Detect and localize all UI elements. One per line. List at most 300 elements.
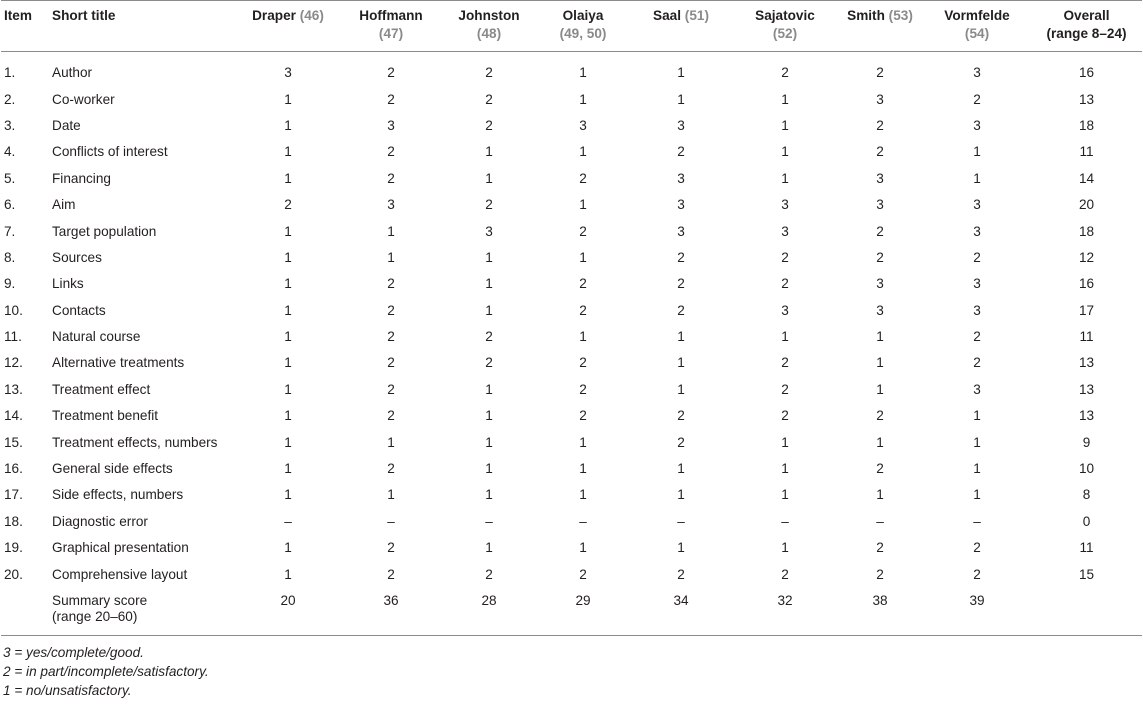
table-row <box>1 245 1142 271</box>
item-number-cell: 20. <box>4 566 23 582</box>
table-row <box>1 166 1142 192</box>
header-olaiya-ref-a[interactable]: 49 <box>564 26 580 41</box>
vormfelde-score-cell: 3 <box>973 117 981 133</box>
header-draper <box>235 1 341 52</box>
table-row <box>1 429 1142 455</box>
johnston-score-cell: 1 <box>485 408 493 424</box>
header-smith-ref[interactable]: 53 <box>893 8 909 23</box>
header-smith <box>837 1 923 52</box>
table-row <box>1 324 1142 350</box>
table-row <box>1 218 1142 244</box>
overall-score-cell: 13 <box>1078 355 1095 371</box>
vormfelde-score-cell: – <box>973 513 981 529</box>
johnston-score-cell: 1 <box>485 170 493 186</box>
saal-score-cell: 2 <box>677 434 685 450</box>
short-title-cell: Treatment benefit <box>52 408 159 424</box>
summary-smith: 38 <box>837 588 923 636</box>
smith-score-cell: 2 <box>876 540 884 556</box>
vormfelde-score-cell: 1 <box>973 434 981 450</box>
smith-score-cell: 1 <box>876 329 884 345</box>
saal-score-cell: 2 <box>677 144 685 160</box>
table-row <box>1 298 1142 324</box>
overall-score-cell: 18 <box>1078 117 1095 133</box>
olaiya-score-cell: 1 <box>579 91 587 107</box>
summary-hoffmann: 36 <box>341 588 441 636</box>
hoffmann-score-cell: 2 <box>387 355 395 371</box>
summary-row <box>1 588 1142 636</box>
saal-score-cell: 3 <box>677 223 685 239</box>
table-row <box>1 192 1142 218</box>
summary-johnston: 28 <box>441 588 537 636</box>
table-row <box>1 535 1142 561</box>
smith-score-cell: 2 <box>876 223 884 239</box>
olaiya-score-cell: 1 <box>579 65 587 81</box>
overall-score-cell: 9 <box>1082 434 1091 450</box>
overall-score-cell: 11 <box>1079 540 1094 556</box>
overall-score-cell: 16 <box>1078 65 1095 81</box>
saal-score-cell: 3 <box>677 117 685 133</box>
smith-score-cell: 3 <box>876 91 884 107</box>
hoffmann-score-cell: 2 <box>387 302 395 318</box>
summary-vormfelde: 39 <box>923 588 1031 636</box>
summary-overall <box>1031 588 1142 636</box>
sajatovic-score-cell: 1 <box>781 117 789 133</box>
header-sajatovic-ref[interactable]: 52 <box>777 26 793 41</box>
olaiya-score-cell: 1 <box>579 487 587 503</box>
smith-score-cell: 3 <box>876 197 884 213</box>
header-overall-line2: (range 8–24) <box>1046 26 1127 41</box>
table-row <box>1 271 1142 297</box>
header-sajatovic <box>733 1 837 52</box>
item-number-cell: 18. <box>4 513 23 529</box>
overall-score-cell: 13 <box>1078 408 1095 424</box>
johnston-score-cell: 1 <box>485 434 493 450</box>
overall-score-cell: 10 <box>1078 461 1095 477</box>
summary-title-line1: Summary score <box>52 592 148 608</box>
header-row <box>1 1 1142 52</box>
header-johnston-ref-open: ( <box>476 26 482 41</box>
draper-score-cell: 1 <box>284 381 292 397</box>
short-title-cell: Diagnostic error <box>52 513 148 529</box>
saal-score-cell: 3 <box>677 170 685 186</box>
short-title-cell: Co-worker <box>52 91 115 107</box>
header-short-title: Short title <box>49 1 235 52</box>
olaiya-score-cell: 2 <box>579 302 587 318</box>
sajatovic-score-cell: 1 <box>781 540 789 556</box>
header-saal-ref[interactable]: 51 <box>689 8 705 23</box>
header-overall-line1: Overall <box>1063 8 1110 23</box>
header-overall <box>1031 1 1142 52</box>
header-smith-name: Smith <box>847 8 885 23</box>
saal-score-cell: 2 <box>677 566 685 582</box>
hoffmann-score-cell: 1 <box>387 487 395 503</box>
header-draper-ref-close: ) <box>319 8 324 23</box>
summary-item-cell <box>1 588 49 636</box>
short-title-cell: Comprehensive layout <box>52 566 188 582</box>
item-number-cell: 5. <box>4 170 16 186</box>
item-number-cell: 12. <box>4 355 23 371</box>
smith-score-cell: – <box>876 513 884 529</box>
overall-score-cell: 17 <box>1078 302 1095 318</box>
header-hoffmann-ref[interactable]: 47 <box>383 26 399 41</box>
table-row <box>1 509 1142 535</box>
hoffmann-score-cell: 2 <box>387 144 395 160</box>
short-title-cell: Sources <box>52 249 102 265</box>
header-saal <box>629 1 733 52</box>
header-vormfelde-name: Vormfelde <box>944 8 1010 23</box>
short-title-cell: Financing <box>52 170 111 186</box>
hoffmann-score-cell: 2 <box>387 276 395 292</box>
vormfelde-score-cell: 1 <box>973 408 981 424</box>
short-title-cell: Aim <box>52 197 76 213</box>
header-johnston-ref[interactable]: 48 <box>481 26 497 41</box>
sajatovic-score-cell: 3 <box>781 197 789 213</box>
summary-saal: 34 <box>629 588 733 636</box>
olaiya-score-cell: 2 <box>579 276 587 292</box>
sajatovic-score-cell: 3 <box>781 302 789 318</box>
hoffmann-score-cell: 2 <box>387 461 395 477</box>
saal-score-cell: 1 <box>677 487 685 503</box>
saal-score-cell: 2 <box>677 408 685 424</box>
smith-score-cell: 3 <box>876 170 884 186</box>
vormfelde-score-cell: 2 <box>973 91 981 107</box>
vormfelde-score-cell: 2 <box>973 540 981 556</box>
table-row <box>1 113 1142 139</box>
item-number-cell: 11. <box>4 329 22 345</box>
sajatovic-score-cell: 1 <box>781 144 789 160</box>
olaiya-score-cell: 1 <box>579 249 587 265</box>
vormfelde-score-cell: 3 <box>973 197 981 213</box>
olaiya-score-cell: 1 <box>579 329 587 345</box>
item-number-cell: 13. <box>4 381 23 397</box>
olaiya-score-cell: 2 <box>579 408 587 424</box>
summary-title-line2: (range 20–60) <box>52 608 138 624</box>
johnston-score-cell: 2 <box>485 566 493 582</box>
johnston-score-cell: 2 <box>485 117 493 133</box>
sajatovic-score-cell: 1 <box>781 170 789 186</box>
short-title-cell: Graphical presentation <box>52 540 189 556</box>
hoffmann-score-cell: 2 <box>387 91 395 107</box>
olaiya-score-cell: 1 <box>579 434 587 450</box>
item-number-cell: 1. <box>4 65 16 81</box>
hoffmann-score-cell: 2 <box>387 65 395 81</box>
sajatovic-score-cell: 3 <box>781 223 789 239</box>
table-body <box>1 52 1142 636</box>
smith-score-cell: 3 <box>876 302 884 318</box>
item-number-cell: 14. <box>4 408 23 424</box>
olaiya-score-cell: 2 <box>579 566 587 582</box>
short-title-cell: Treatment effects, numbers <box>52 434 218 450</box>
summary-olaiya: 29 <box>537 588 629 636</box>
hoffmann-score-cell: 2 <box>387 540 395 556</box>
smith-score-cell: 2 <box>876 117 884 133</box>
johnston-score-cell: 2 <box>485 91 493 107</box>
table-footnotes <box>3 643 1143 700</box>
saal-score-cell: – <box>677 513 685 529</box>
vormfelde-score-cell: 2 <box>973 249 981 265</box>
header-smith-ref-open: ( <box>884 8 894 23</box>
draper-score-cell: 1 <box>284 144 292 160</box>
footnote-3: 3 = yes/complete/good. <box>3 644 144 660</box>
johnston-score-cell: 2 <box>485 329 493 345</box>
sajatovic-score-cell: 1 <box>781 329 789 345</box>
header-draper-ref[interactable]: 46 <box>304 8 320 23</box>
header-hoffmann-ref-close: ) <box>398 26 404 41</box>
sajatovic-score-cell: 1 <box>781 487 789 503</box>
item-number-cell: 6. <box>4 197 16 213</box>
short-title-cell: Conflicts of interest <box>52 144 168 160</box>
draper-score-cell: 1 <box>284 329 292 345</box>
vormfelde-score-cell: 1 <box>973 170 981 186</box>
johnston-score-cell: 1 <box>485 249 493 265</box>
smith-score-cell: 2 <box>876 144 884 160</box>
table-row <box>1 456 1142 482</box>
draper-score-cell: 1 <box>284 355 292 371</box>
hoffmann-score-cell: 2 <box>387 170 395 186</box>
sajatovic-score-cell: 2 <box>781 566 789 582</box>
johnston-score-cell: 2 <box>485 197 493 213</box>
olaiya-score-cell: 3 <box>579 117 587 133</box>
vormfelde-score-cell: 1 <box>973 487 981 503</box>
overall-score-cell: 11 <box>1079 329 1094 345</box>
hoffmann-score-cell: 2 <box>387 566 395 582</box>
draper-score-cell: 1 <box>284 276 292 292</box>
header-saal-ref-open: ( <box>681 8 690 23</box>
olaiya-score-cell: 2 <box>579 170 587 186</box>
hoffmann-score-cell: 3 <box>387 117 395 133</box>
table-row <box>1 52 1142 87</box>
draper-score-cell: 1 <box>284 249 292 265</box>
saal-score-cell: 2 <box>677 276 685 292</box>
short-title-cell: Treatment effect <box>52 381 151 397</box>
short-title-cell: General side effects <box>52 461 173 477</box>
saal-score-cell: 1 <box>677 91 685 107</box>
header-vormfelde-ref[interactable]: 54 <box>969 26 985 41</box>
short-title-cell: Contacts <box>52 302 106 318</box>
saal-score-cell: 1 <box>677 355 685 371</box>
draper-score-cell: 2 <box>284 197 292 213</box>
sajatovic-score-cell: 1 <box>781 461 789 477</box>
olaiya-score-cell: 2 <box>579 381 587 397</box>
table-row <box>1 561 1142 587</box>
table-header <box>1 1 1142 52</box>
item-number-cell: 15. <box>4 434 23 450</box>
header-vormfelde-ref-open: ( <box>964 26 970 41</box>
johnston-score-cell: 1 <box>485 276 493 292</box>
header-saal-ref-close: ) <box>704 8 709 23</box>
overall-score-cell: 16 <box>1078 276 1095 292</box>
header-vormfelde <box>923 1 1031 52</box>
short-title-cell: Author <box>52 65 93 81</box>
smith-score-cell: 1 <box>876 381 884 397</box>
vormfelde-score-cell: 3 <box>973 65 981 81</box>
johnston-score-cell: 1 <box>485 487 493 503</box>
header-johnston-ref-close: ) <box>496 26 502 41</box>
johnston-score-cell: 2 <box>485 65 493 81</box>
overall-score-cell: 11 <box>1079 144 1094 160</box>
sajatovic-score-cell: 2 <box>781 408 789 424</box>
hoffmann-score-cell: 2 <box>387 408 395 424</box>
table-row <box>1 377 1142 403</box>
hoffmann-score-cell: 2 <box>387 381 395 397</box>
saal-score-cell: 3 <box>677 197 685 213</box>
header-johnston <box>441 1 537 52</box>
smith-score-cell: 2 <box>876 461 884 477</box>
item-number-cell: 3. <box>4 117 16 133</box>
summary-sajatovic: 32 <box>733 588 837 636</box>
header-olaiya-ref-b[interactable]: 50 <box>586 26 602 41</box>
overall-score-cell: 13 <box>1078 381 1095 397</box>
overall-score-cell: 12 <box>1078 249 1095 265</box>
olaiya-score-cell: 1 <box>579 461 587 477</box>
header-olaiya-name: Olaiya <box>562 8 604 23</box>
draper-score-cell: 1 <box>284 223 292 239</box>
header-hoffmann <box>341 1 441 52</box>
hoffmann-score-cell: – <box>387 513 395 529</box>
draper-score-cell: 1 <box>284 117 292 133</box>
item-number-cell: 16. <box>4 461 23 477</box>
short-title-cell: Alternative treatments <box>52 355 185 371</box>
olaiya-score-cell: 1 <box>579 144 587 160</box>
draper-score-cell: 1 <box>284 170 292 186</box>
johnston-score-cell: 1 <box>485 144 493 160</box>
sajatovic-score-cell: 2 <box>781 249 789 265</box>
saal-score-cell: 1 <box>677 65 685 81</box>
draper-score-cell: 1 <box>284 91 292 107</box>
johnston-score-cell: 2 <box>485 355 493 371</box>
table-row <box>1 403 1142 429</box>
sajatovic-score-cell: – <box>781 513 789 529</box>
overall-score-cell: 15 <box>1078 566 1095 582</box>
saal-score-cell: 1 <box>677 329 685 345</box>
hoffmann-score-cell: 1 <box>387 223 395 239</box>
draper-score-cell: 1 <box>284 540 292 556</box>
smith-score-cell: 2 <box>876 566 884 582</box>
draper-score-cell: 1 <box>284 408 292 424</box>
summary-draper: 20 <box>235 588 341 636</box>
smith-score-cell: 1 <box>876 487 884 503</box>
table-row <box>1 139 1142 165</box>
header-johnston-name: Johnston <box>458 8 520 23</box>
johnston-score-cell: 1 <box>485 381 493 397</box>
draper-score-cell: 1 <box>284 461 292 477</box>
header-sajatovic-ref-close: ) <box>792 26 798 41</box>
overall-score-cell: 14 <box>1078 170 1095 186</box>
olaiya-score-cell: – <box>579 513 587 529</box>
johnston-score-cell: – <box>485 513 493 529</box>
item-number-cell: 10. <box>4 302 23 318</box>
overall-score-cell: 18 <box>1078 223 1095 239</box>
saal-score-cell: 2 <box>677 249 685 265</box>
overall-score-cell: 0 <box>1082 513 1091 529</box>
header-saal-name: Saal <box>653 8 681 23</box>
smith-score-cell: 3 <box>876 276 884 292</box>
vormfelde-score-cell: 2 <box>973 329 981 345</box>
hoffmann-score-cell: 2 <box>387 329 395 345</box>
header-olaiya-ref-sep: , <box>579 26 587 41</box>
draper-score-cell: 1 <box>284 566 292 582</box>
vormfelde-score-cell: 3 <box>973 223 981 239</box>
header-item: Item <box>1 1 49 52</box>
table-row <box>1 482 1142 508</box>
saal-score-cell: 2 <box>677 302 685 318</box>
sajatovic-score-cell: 2 <box>781 381 789 397</box>
item-number-cell: 7. <box>4 223 16 239</box>
item-number-cell: 9. <box>4 276 16 292</box>
header-smith-ref-close: ) <box>908 8 913 23</box>
header-olaiya <box>537 1 629 52</box>
item-number-cell: 2. <box>4 91 16 107</box>
hoffmann-score-cell: 3 <box>387 197 395 213</box>
saal-score-cell: 1 <box>677 461 685 477</box>
overall-score-cell: 8 <box>1082 487 1091 503</box>
header-olaiya-ref-open: ( <box>559 26 565 41</box>
hoffmann-score-cell: 1 <box>387 434 395 450</box>
quality-scores-table <box>1 0 1142 636</box>
johnston-score-cell: 1 <box>485 302 493 318</box>
header-sajatovic-ref-open: ( <box>772 26 778 41</box>
short-title-cell: Links <box>52 276 84 292</box>
smith-score-cell: 2 <box>876 249 884 265</box>
vormfelde-score-cell: 3 <box>973 302 981 318</box>
draper-score-cell: 3 <box>284 65 292 81</box>
table-row <box>1 86 1142 112</box>
sajatovic-score-cell: 1 <box>781 91 789 107</box>
footnote-2: 2 = in part/incomplete/satisfactory. <box>3 663 209 679</box>
sajatovic-score-cell: 2 <box>781 355 789 371</box>
overall-score-cell: 13 <box>1078 91 1095 107</box>
short-title-cell: Target population <box>52 223 157 239</box>
summary-title-cell <box>49 588 235 636</box>
johnston-score-cell: 3 <box>485 223 493 239</box>
header-vormfelde-ref-close: ) <box>984 26 990 41</box>
smith-score-cell: 1 <box>876 434 884 450</box>
draper-score-cell: – <box>284 513 292 529</box>
vormfelde-score-cell: 1 <box>973 461 981 477</box>
olaiya-score-cell: 1 <box>579 197 587 213</box>
sajatovic-score-cell: 2 <box>781 276 789 292</box>
olaiya-score-cell: 2 <box>579 355 587 371</box>
sajatovic-score-cell: 2 <box>781 65 789 81</box>
item-number-cell: 19. <box>4 540 23 556</box>
header-hoffmann-ref-open: ( <box>378 26 384 41</box>
header-olaiya-ref-close: ) <box>601 26 607 41</box>
short-title-cell: Natural course <box>52 329 141 345</box>
draper-score-cell: 1 <box>284 434 292 450</box>
saal-score-cell: 1 <box>677 381 685 397</box>
sajatovic-score-cell: 1 <box>781 434 789 450</box>
vormfelde-score-cell: 2 <box>973 355 981 371</box>
hoffmann-score-cell: 1 <box>387 249 395 265</box>
johnston-score-cell: 1 <box>485 540 493 556</box>
smith-score-cell: 1 <box>876 355 884 371</box>
header-sajatovic-name: Sajatovic <box>755 8 815 23</box>
item-number-cell: 17. <box>4 487 23 503</box>
vormfelde-score-cell: 3 <box>973 381 981 397</box>
olaiya-score-cell: 1 <box>579 540 587 556</box>
header-draper-ref-open: ( <box>295 8 305 23</box>
short-title-cell: Date <box>52 117 81 133</box>
vormfelde-score-cell: 1 <box>973 144 981 160</box>
saal-score-cell: 1 <box>677 540 685 556</box>
footnote-1: 1 = no/unsatisfactory. <box>3 682 132 698</box>
item-number-cell: 4. <box>4 144 16 160</box>
header-hoffmann-name: Hoffmann <box>359 8 423 23</box>
overall-score-cell: 20 <box>1078 197 1095 213</box>
smith-score-cell: 2 <box>876 65 884 81</box>
smith-score-cell: 2 <box>876 408 884 424</box>
vormfelde-score-cell: 3 <box>973 276 981 292</box>
